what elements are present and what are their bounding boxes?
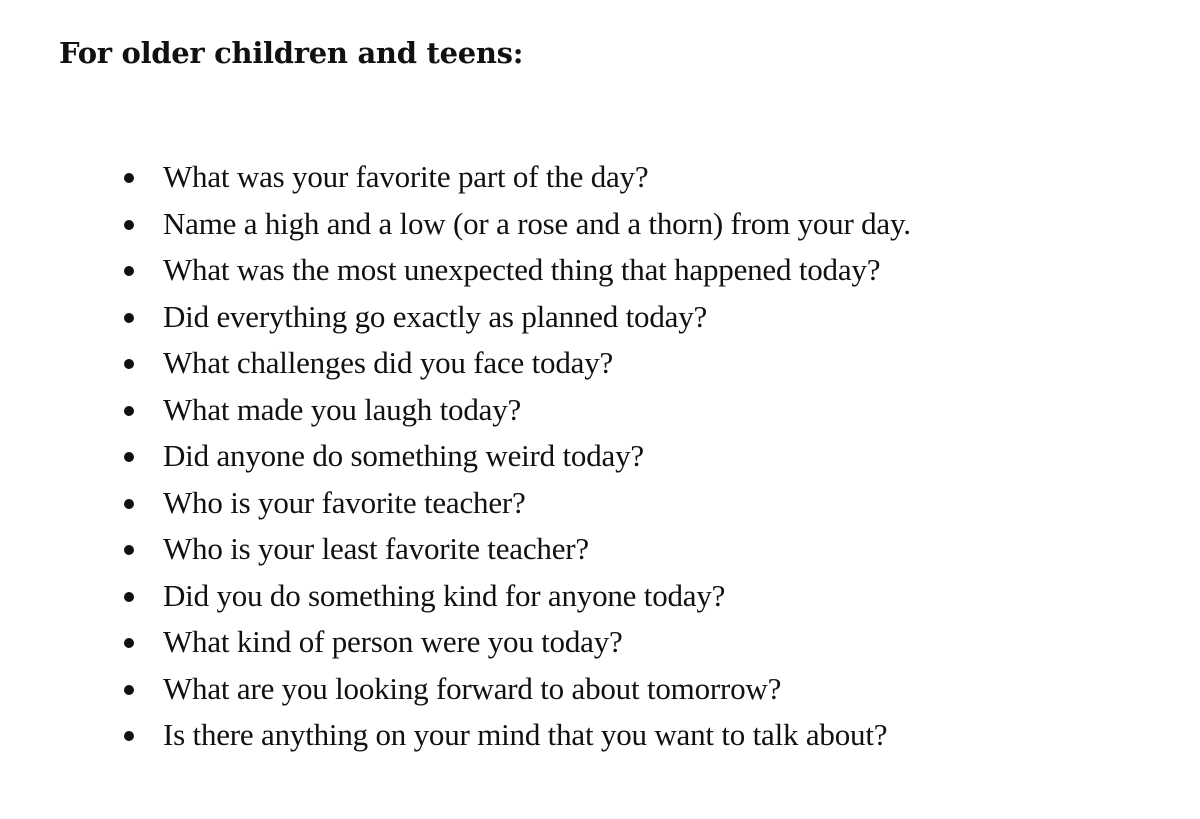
question-text: Is there anything on your mind that you want to talk about?: [163, 717, 888, 752]
bullet-icon: [124, 638, 134, 648]
question-text: What was your favorite part of the day?: [163, 159, 649, 194]
list-item: [0, 294, 911, 341]
question-text: Did anyone do something weird today?: [163, 438, 644, 473]
question-text: What made you laugh today?: [163, 391, 522, 427]
question-text: What was the most unexpected thing that happened today?: [163, 252, 881, 287]
list-item: [0, 154, 911, 201]
list-item: [0, 433, 911, 480]
question-text: Who is your favorite teacher?: [163, 484, 526, 520]
list-item: [0, 201, 911, 248]
list-item: [0, 619, 911, 666]
bullet-icon: [124, 499, 134, 509]
bullet-icon: [124, 359, 134, 369]
question-text: Did everything go exactly as planned today?: [163, 298, 708, 334]
question-text: What are you looking forward to about tomorrow?: [163, 670, 782, 706]
bullet-icon: [124, 406, 134, 416]
list-item: [0, 526, 911, 573]
question-text: Did you do something kind for anyone today?: [163, 577, 726, 613]
question-text: Name a high and a low (or a rose and a thorn) from your day.: [163, 205, 911, 241]
bullet-icon: [124, 220, 134, 230]
list-item: [0, 712, 911, 759]
section-heading: For older children and teens:: [59, 36, 524, 70]
bullet-icon: [124, 173, 134, 183]
list-item: [0, 666, 911, 713]
list-item: [0, 340, 911, 387]
list-item: [0, 387, 911, 434]
list-item: [0, 480, 911, 527]
list-item: [0, 573, 911, 620]
bullet-icon: [124, 452, 134, 462]
bullet-icon: [124, 731, 134, 741]
question-list: [0, 154, 911, 759]
bullet-icon: [124, 266, 134, 276]
question-text: Who is your least favorite teacher?: [163, 531, 589, 566]
bullet-icon: [124, 592, 134, 602]
question-text: What challenges did you face today?: [163, 345, 614, 380]
list-item: [0, 247, 911, 294]
question-text: What kind of person were you today?: [163, 624, 623, 659]
bullet-icon: [124, 313, 134, 323]
bullet-icon: [124, 685, 134, 695]
bullet-icon: [124, 545, 134, 555]
